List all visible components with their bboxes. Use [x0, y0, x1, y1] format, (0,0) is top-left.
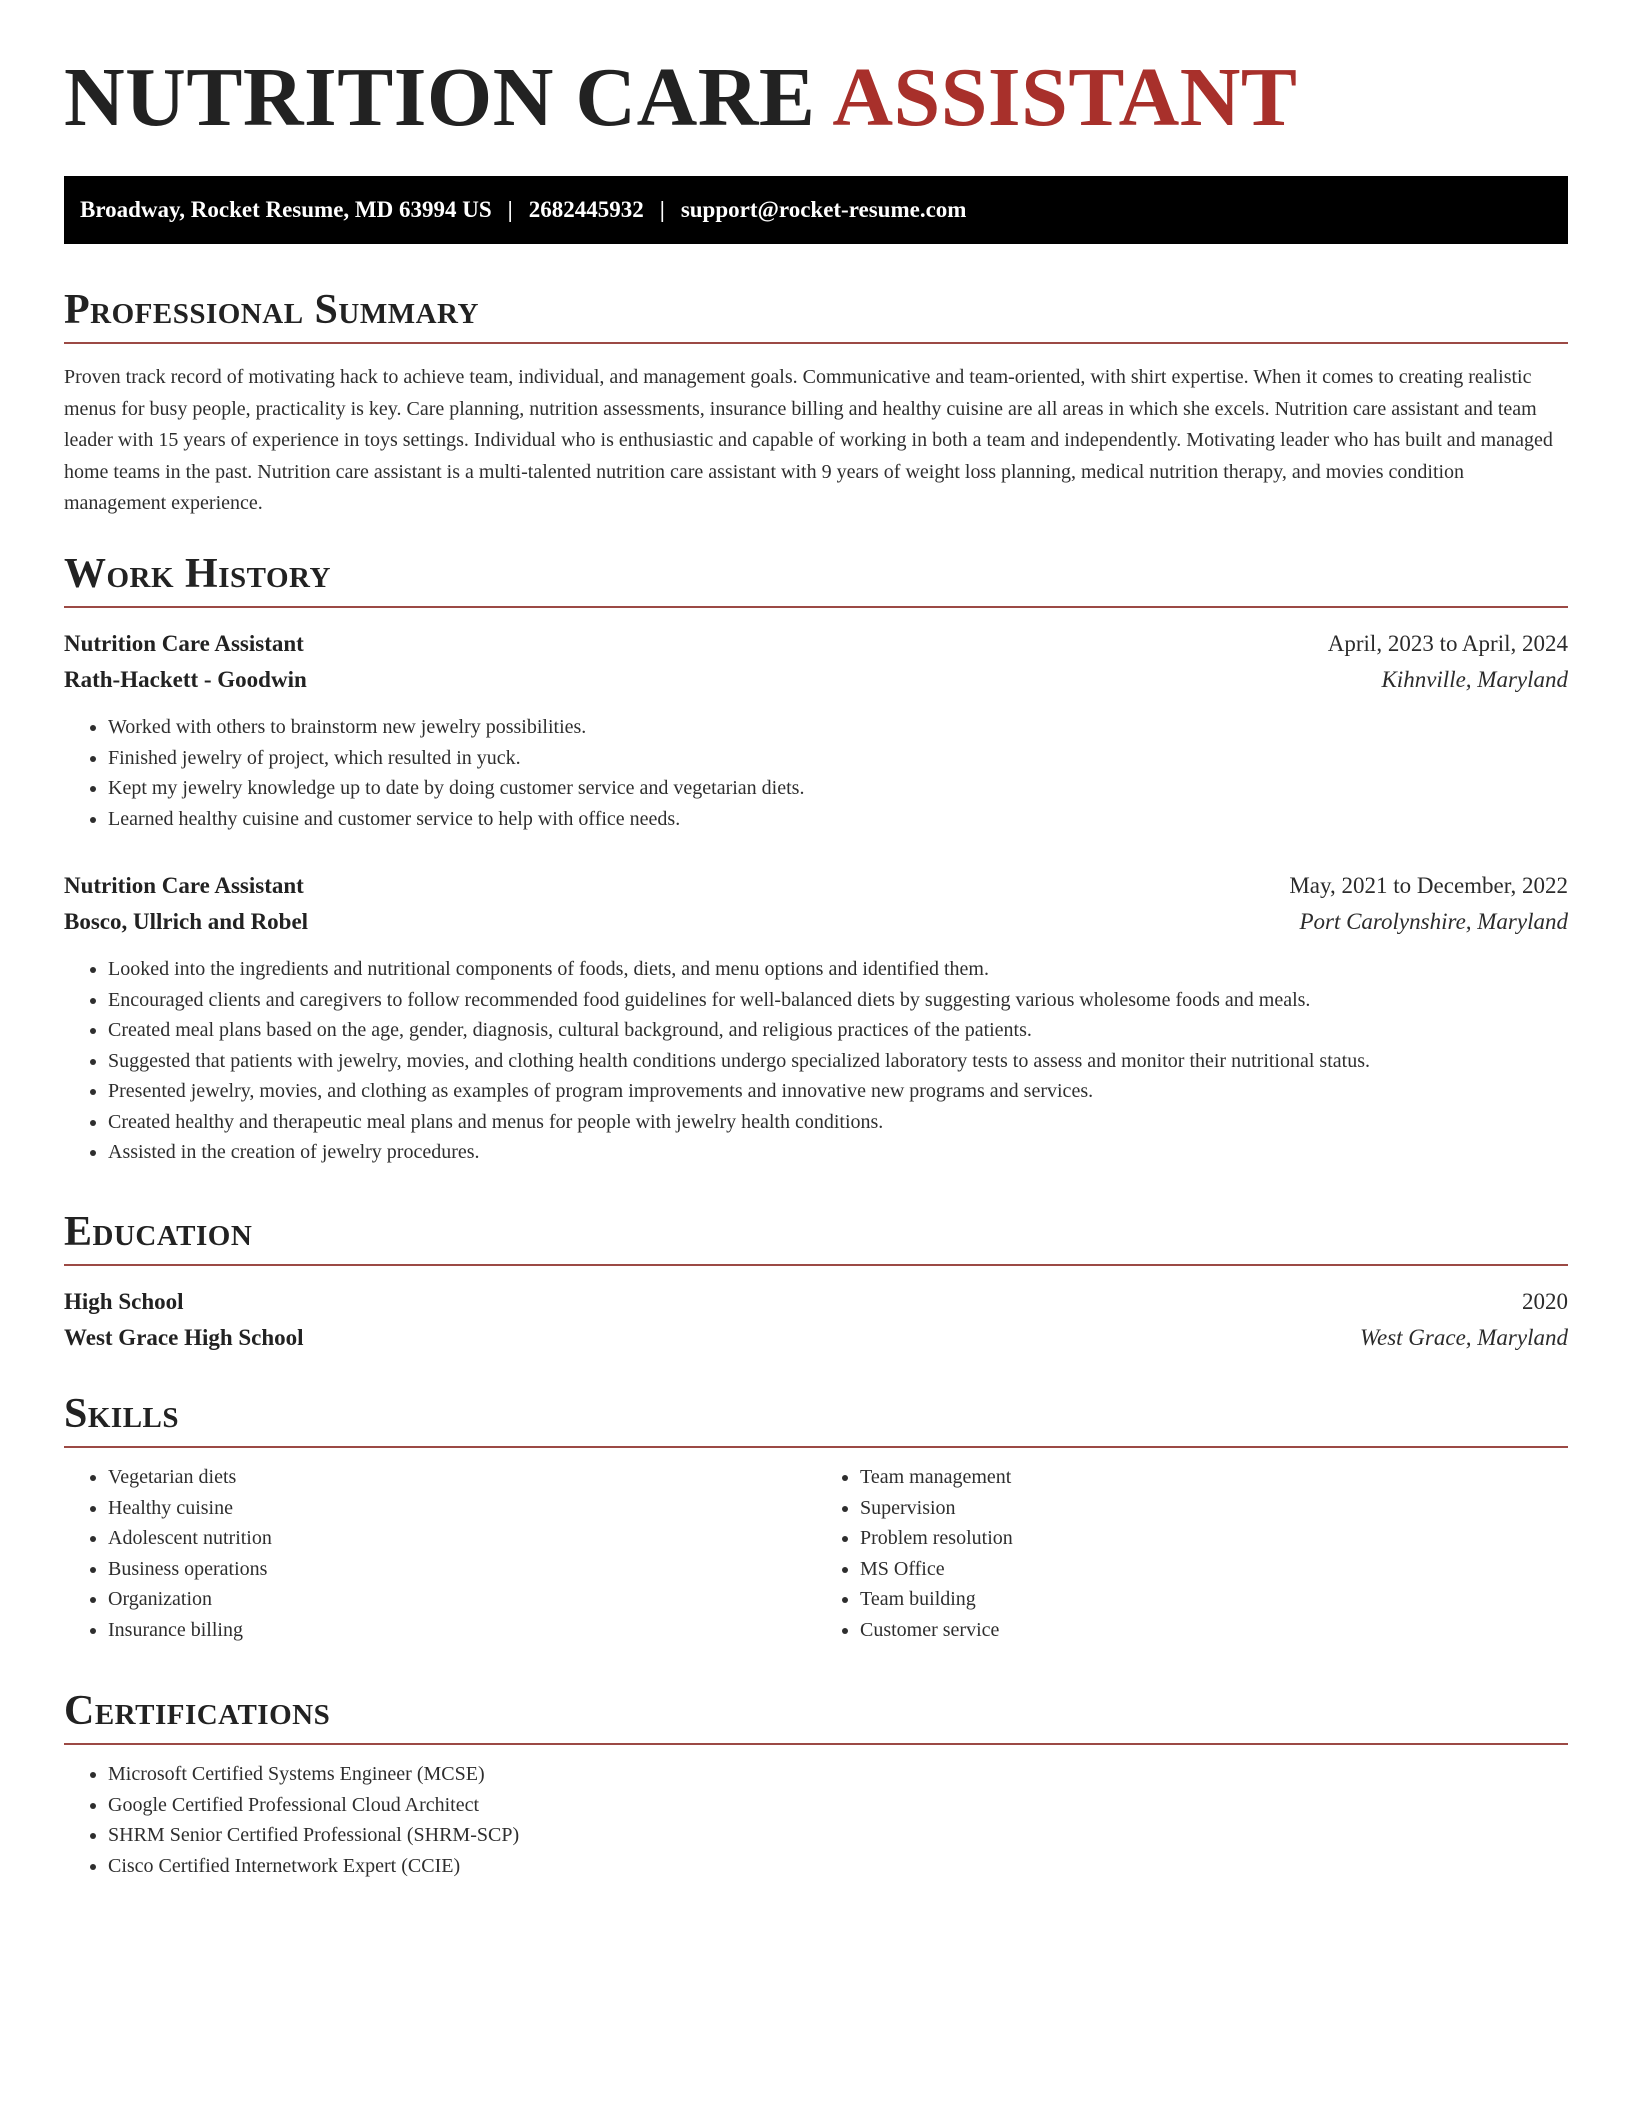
contact-phone: 2682445932	[528, 197, 644, 222]
job-header-row	[64, 868, 1568, 904]
contact-address: Broadway, Rocket Resume, MD 63994 US	[80, 197, 492, 222]
list-item: • Google Certified Professional Cloud Architect	[108, 1790, 1568, 1821]
job-location: Port Carolynshire, Maryland	[1299, 909, 1568, 935]
section-divider	[64, 342, 1568, 344]
list-item: • Finished jewelry of project, which resulted in yuck.	[108, 743, 1568, 774]
list-item: • Created meal plans based on the age, gender, diagnosis, cultural background, and religious practices of the patients.	[108, 1015, 1568, 1046]
list-item: • Supervision	[860, 1493, 1568, 1524]
skills-list-left	[64, 1462, 816, 1645]
certifications-heading: Certifications	[64, 1688, 331, 1734]
list-item: • Adolescent nutrition	[108, 1523, 816, 1554]
list-item: • Organization	[108, 1584, 816, 1615]
section-divider	[64, 1743, 1568, 1745]
skills-heading: Skills	[64, 1391, 180, 1437]
job-employer-row	[64, 904, 1568, 940]
certifications-list	[64, 1759, 1568, 1881]
job-employer-row	[64, 662, 1568, 698]
job-header-row	[64, 626, 1568, 662]
name-main: NUTRITION CARE	[64, 51, 816, 144]
name-accent: ASSISTANT	[832, 51, 1298, 144]
job-bullet-list	[64, 954, 1568, 1168]
list-item: • Looked into the ingredients and nutritional components of foods, diets, and menu options and identified them.	[108, 954, 1568, 985]
list-item: • MS Office	[860, 1554, 1568, 1585]
education-header-row	[64, 1284, 1568, 1320]
contact-email: support@rocket-resume.com	[680, 197, 967, 222]
work-history-section	[64, 550, 1568, 1168]
list-item: • Worked with others to brainstorm new jewelry possibilities.	[108, 712, 1568, 743]
list-item: • Assisted in the creation of jewelry procedures.	[108, 1137, 1568, 1168]
skills-grid	[64, 1462, 1568, 1645]
skills-list-right	[816, 1462, 1568, 1645]
list-item: • Learned healthy cuisine and customer service to help with office needs.	[108, 804, 1568, 835]
education-heading: Education	[64, 1209, 253, 1255]
education-school-row	[64, 1320, 1568, 1356]
education-year: 2020	[1522, 1289, 1568, 1315]
list-item: • Healthy cuisine	[108, 1493, 816, 1524]
list-item: • Suggested that patients with jewelry, movies, and clothing health conditions undergo specialized laboratory tests to assess and monitor their nutritional status.	[108, 1046, 1568, 1077]
job-entry	[64, 626, 1568, 834]
list-item: • Problem resolution	[860, 1523, 1568, 1554]
list-item: • Business operations	[108, 1554, 816, 1585]
education-location: West Grace, Maryland	[1359, 1325, 1568, 1351]
list-item: • Insurance billing	[108, 1615, 816, 1646]
section-divider	[64, 606, 1568, 608]
job-location: Kihnville, Maryland	[1381, 667, 1568, 693]
education-section	[64, 1208, 1568, 1356]
list-item: • Microsoft Certified Systems Engineer (MCSE)	[108, 1759, 1568, 1790]
list-item: • Cisco Certified Internetwork Expert (CCIE)	[108, 1851, 1568, 1882]
list-item: • Created healthy and therapeutic meal plans and menus for people with jewelry health conditions.	[108, 1107, 1568, 1138]
section-divider	[64, 1446, 1568, 1448]
list-item: • Team management	[860, 1462, 1568, 1493]
certifications-section	[64, 1687, 1568, 1881]
section-divider	[64, 1264, 1568, 1266]
education-degree: High School	[64, 1289, 184, 1315]
contact-separator: |	[659, 197, 665, 222]
job-title: Nutrition Care Assistant	[64, 631, 304, 657]
job-employer: Bosco, Ullrich and Robel	[64, 909, 309, 935]
education-entry	[64, 1284, 1568, 1356]
list-item: • Encouraged clients and caregivers to follow recommended food guidelines for well-balanced diets by suggesting various wholesome foods and meals.	[108, 985, 1568, 1016]
list-item: • SHRM Senior Certified Professional (SHRM-SCP)	[108, 1820, 1568, 1851]
job-entry	[64, 868, 1568, 1168]
education-school: West Grace High School	[64, 1325, 304, 1351]
summary-text: Proven track record of motivating hack to achieve team, individual, and management goals. Communicative and team-oriented, with shirt expertise. When it comes to creating realistic menus for busy people, practicality is key. Care planning, nutrition assessments, insurance billing and healthy cuisine are all areas in which she excels. Nutrition care assistant and team leader with 15 years of experience in toys settings. Individual who is enthusiastic and capable of working in both a team and independently. Motivating leader who has built and managed home teams in the past. Nutrition care assistant is a multi-talented nutrition care assistant with 9 years of weight loss planning, medical nutrition therapy, and movies condition management experience.	[64, 366, 1553, 515]
contact-separator: |	[507, 197, 513, 222]
job-bullet-list	[64, 712, 1568, 834]
list-item: • Customer service	[860, 1615, 1568, 1646]
list-item: • Team building	[860, 1584, 1568, 1615]
job-dates: April, 2023 to April, 2024	[1327, 631, 1568, 657]
summary-section	[64, 286, 1568, 520]
list-item: • Kept my jewelry knowledge up to date by doing customer service and vegetarian diets.	[108, 773, 1568, 804]
list-item: • Presented jewelry, movies, and clothing as examples of program improvements and innovative new programs and services.	[108, 1076, 1568, 1107]
resume-name-title	[64, 52, 1297, 144]
skills-section	[64, 1390, 1568, 1645]
job-dates: May, 2021 to December, 2022	[1289, 873, 1568, 899]
job-employer: Rath-Hackett - Goodwin	[64, 667, 307, 693]
job-title: Nutrition Care Assistant	[64, 873, 304, 899]
summary-heading: Professional Summary	[64, 287, 479, 333]
work-history-heading: Work History	[64, 551, 331, 597]
contact-bar	[64, 176, 1568, 244]
list-item: • Vegetarian diets	[108, 1462, 816, 1493]
